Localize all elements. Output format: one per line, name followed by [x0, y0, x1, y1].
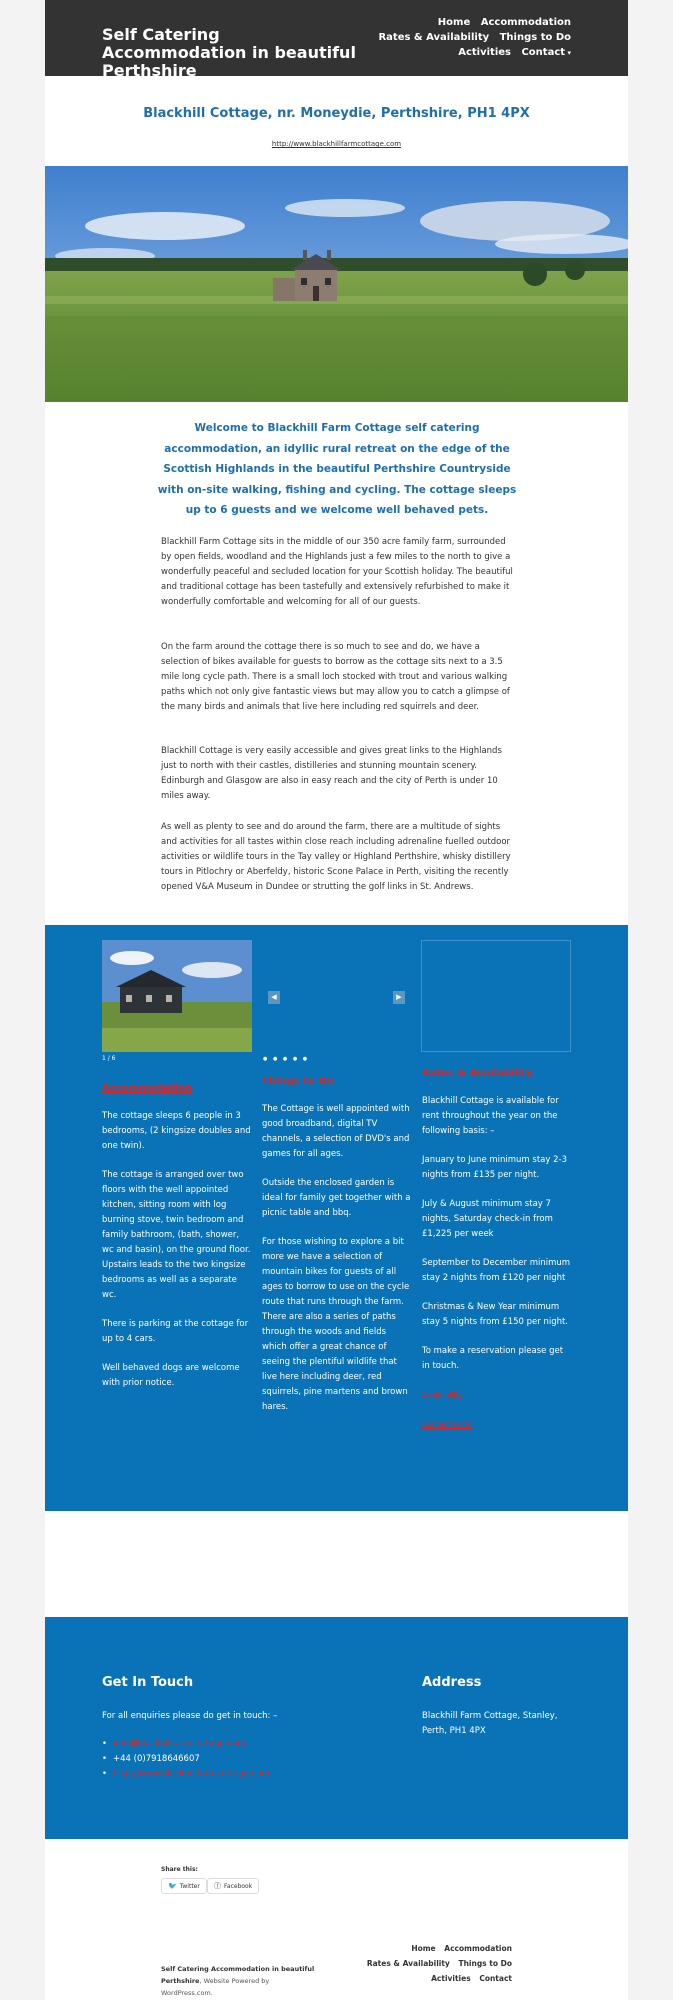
get-in-touch-heading: Get In Touch [102, 1675, 194, 1690]
page-title: Blackhill Cottage, nr. Moneydie, Perthshire, PH1 4PX [143, 106, 530, 121]
main-nav [331, 15, 571, 61]
intro-paragraph: Blackhill Cottage is very easily accessible and gives great links to the Highlands just to north with their castles, distilleries and stunning mountain scenery. Edinburgh and Glasgow are also in easy reach and the city of Perth is under 10 miles away. [161, 746, 502, 801]
widget-area [45, 925, 628, 1511]
share-twitter-label: Twitter [179, 1883, 200, 1890]
list-item [102, 1752, 270, 1767]
twitter-icon: 🐦 [168, 1882, 177, 1890]
intro-paragraph: As well as plenty to see and do around the farm, there are a multitude of sights and activities for all tastes within close reach including adrenaline fuelled outdoor activities or wildlife tours in the Tay valley or Highland Perthshire, whisky distillery tours in Pitlochry or Aberfeldy, historic Scone Palace in Perth, visiting the recently opened V&A Museum in Dundee or strutting the golf links in St. Andrews. [161, 822, 511, 892]
nav-item-contact[interactable]: Contact ▾ [521, 47, 571, 58]
slider-next-button[interactable] [393, 991, 405, 1004]
footer-nav [332, 1941, 512, 1986]
availability-link[interactable]: Availability [422, 1391, 463, 1400]
facebook-icon: ⓕ [214, 1882, 221, 1890]
chevron-right-icon: ▶ [396, 993, 402, 1001]
widget-paragraph: July & August minimum stay 7 nights, Saturday check-in from £1,225 per week [422, 1199, 553, 1239]
nav-item-accommodation[interactable]: Accommodation [480, 17, 571, 28]
widget-paragraph: Well behaved dogs are welcome with prior notice. [102, 1363, 240, 1388]
things-to-do-heading-link[interactable]: Things to Do [262, 1076, 334, 1087]
widget-paragraph: The cottage is arranged over two floors with the well appointed kitchen, sitting room with log burning stove, twin bedroom and family bathroom, (bath, shower, wc and basin), on the ground floor. Upstairs leads to the two kingsize bedrooms as well as a separate wc. [102, 1170, 251, 1300]
welcome-lead: Welcome to Blackhill Farm Cottage self catering accommodation, an idyllic rural retreat on the edge of the Scottish Highlands in the beautiful Perthshire Countryside with on-site walking, fishing and cycling. The cottage sleeps up to 6 guests and we welcome well behaved pets. [157, 422, 517, 516]
widget-paragraph: The cottage sleeps 6 people in 3 bedrooms, (2 kingsize doubles and one twin). [102, 1111, 251, 1151]
widget-paragraph: September to December minimum stay 2 nights from £120 per night [422, 1258, 571, 1283]
things-to-do-widget [262, 1074, 412, 1429]
widget-paragraph: To make a reservation please get in touch. [422, 1346, 564, 1371]
slider-prev-button[interactable] [268, 991, 280, 1004]
footer-nav-contact[interactable]: Contact [479, 1974, 512, 1983]
website-link[interactable]: http://www.blackhillfarmcottage.com [113, 1769, 270, 1779]
intro-paragraph: On the farm around the cottage there is so much to see and do, we have a selection of bikes available for guests to borrow as the cottage sits next to a 3.5 mile long cycle path. There is a small loch stocked with trout and various walking paths which not only give fantastic views but may allow you to catch a glimpse of the many birds and animals that live here including red squirrels and deer. [161, 642, 510, 712]
hero-image [45, 166, 628, 402]
page [45, 0, 628, 2000]
share-facebook-label: Facebook [224, 1883, 253, 1890]
footer-nav-rates[interactable]: Rates & Availability [366, 1959, 450, 1968]
footer-site-name[interactable]: Self Catering Accommodation in beautiful Perthshire [161, 1965, 315, 1985]
footer-nav-accommodation[interactable]: Accommodation [444, 1944, 512, 1953]
footer-nav-activities[interactable]: Activities [431, 1974, 471, 1983]
widget-paragraph: For those wishing to explore a bit more we have a selection of mountain bikes for guests of all ages to borrow to use on the cycle route that runs through the farm. There are also a series of paths through the woods and fields which offer a great chance of seeing the plentiful wildlife that live here including deer, red squirrels, pine martens and brown hares. [262, 1237, 410, 1412]
phone-number: +44 (0)7918646607 [113, 1754, 200, 1764]
accommodation-heading-link[interactable]: Accommodation [102, 1083, 193, 1094]
contact-list [102, 1737, 270, 1782]
share-twitter-button[interactable] [161, 1878, 207, 1894]
widget-paragraph: The Cottage is well appointed with good broadband, digital TV channels, a selection of DVD's and games for all ages. [262, 1104, 410, 1159]
cottage-photo [102, 940, 252, 1052]
footer-widget-area [45, 1617, 628, 1839]
empty-widget-box [421, 940, 571, 1052]
list-item [102, 1737, 270, 1752]
slide-counter: 1 / 6 [102, 1055, 116, 1062]
slider-dots[interactable]: ● ● ● ● ● [263, 1056, 310, 1062]
nav-item-activities[interactable]: Activities [458, 47, 511, 58]
nav-item-rates[interactable]: Rates & Availability [378, 32, 490, 43]
widget-paragraph: There is parking at the cottage for up to 4 cars. [102, 1319, 249, 1344]
widget-paragraph: Blackhill Cottage is available for rent throughout the year on the following basis: – [422, 1096, 559, 1136]
nav-item-things-to-do[interactable]: Things to Do [499, 32, 571, 43]
intro-paragraph: Blackhill Farm Cottage sits in the middle of our 350 acre family farm, surrounded by open fields, woodland and the Highlands just a few miles to the north to give a wonderfully peaceful and secluded location for your Scottish holiday. The beautiful and traditional cottage has been tastefully and extensively refurbished to make it wonderfully comfortable and welcoming for all of our guests. [161, 537, 513, 607]
share-label: Share this: [161, 1866, 198, 1873]
footer-nav-things-to-do[interactable]: Things to Do [458, 1959, 512, 1968]
share-facebook-button[interactable] [207, 1878, 259, 1894]
contact-form-link[interactable]: Contact Form [422, 1420, 473, 1429]
site-title[interactable]: Self Catering Accommodation in beautiful Perthshire [102, 25, 356, 80]
rates-widget [422, 1066, 572, 1446]
cottage-landscape-illustration [45, 166, 628, 402]
site-header [45, 0, 628, 80]
widget-paragraph: Outside the enclosed garden is ideal for family get together with a picnic table and bbq. [262, 1178, 411, 1218]
widget-paragraph: Christmas & New Year minimum stay 5 nights from £150 per night. [422, 1302, 569, 1327]
contact-intro: For all enquiries please do get in touch: – [102, 1711, 278, 1721]
slideshow-image[interactable] [102, 940, 252, 1052]
site-url-link[interactable]: http://www.blackhillfarmcottage.com [271, 140, 402, 148]
nav-item-home[interactable]: Home [437, 17, 471, 28]
address-text: Blackhill Farm Cottage, Stanley, Perth, PH1 4PX [422, 1711, 558, 1736]
widget-paragraph: January to June minimum stay 2-3 nights from £135 per night. [422, 1155, 567, 1180]
list-item [102, 1767, 270, 1782]
footer-credit [161, 1963, 321, 1999]
accommodation-widget [102, 1081, 252, 1405]
address-heading: Address [422, 1675, 482, 1690]
rates-heading-link[interactable]: Rates & Availability [422, 1068, 533, 1079]
email-link[interactable]: info@blackhillfarmcottage.com [113, 1739, 246, 1749]
footer-credit-text[interactable]: , Website Powered by WordPress.com. [161, 1977, 270, 1997]
chevron-left-icon: ◀ [271, 993, 277, 1001]
footer-nav-home[interactable]: Home [411, 1944, 436, 1953]
